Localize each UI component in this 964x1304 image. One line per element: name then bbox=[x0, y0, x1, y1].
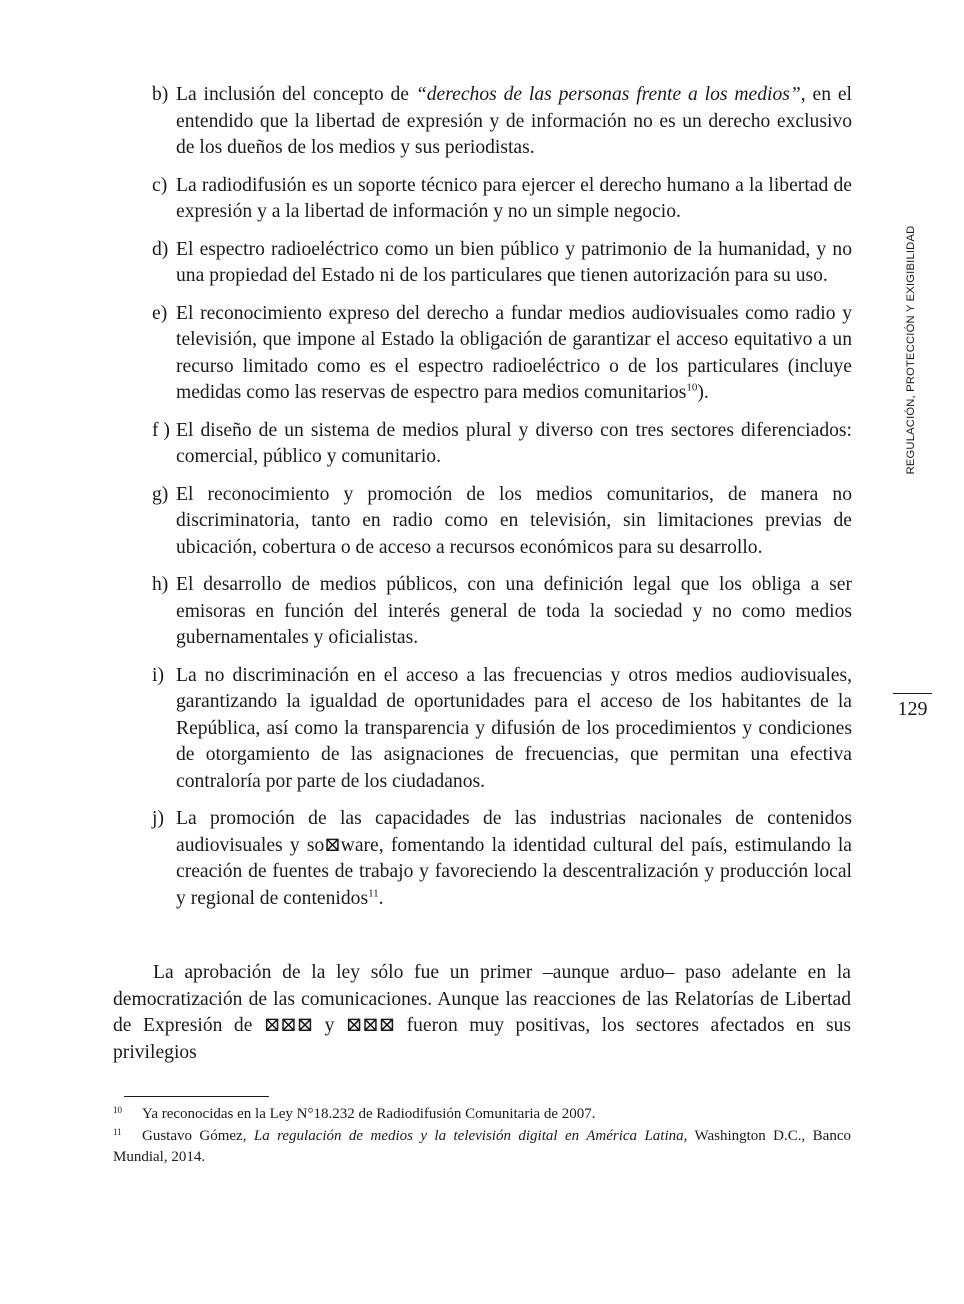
footnote-text: , Washington D.C., Banco Mundial, 2014. bbox=[113, 1127, 851, 1165]
text-segment: La inclusión del concepto de bbox=[176, 84, 416, 105]
list-marker: i) bbox=[152, 664, 164, 686]
footnote-reference: 10 bbox=[686, 381, 698, 394]
list-item bbox=[152, 173, 852, 226]
list-item bbox=[152, 482, 852, 562]
footnote-separator bbox=[124, 1096, 269, 1097]
list-marker: f ) bbox=[152, 419, 170, 441]
page-number: 129 bbox=[897, 698, 928, 720]
list-item bbox=[152, 806, 852, 912]
footnote-title: La regulación de medios y la televisión digital en América Latina bbox=[253, 1127, 684, 1144]
page-number-rule bbox=[893, 693, 932, 694]
footnote-text: Ya reconocidas en la Ley N°18.232 de Radiodifusión Comunitaria de 2007. bbox=[142, 1106, 596, 1122]
text-segment: La radiodifusión es un soporte técnico para ejercer el derecho humano a la libertad de expresión y a la libertad de información y no un simple negocio. bbox=[176, 174, 852, 222]
list-item bbox=[152, 663, 852, 796]
list-item-text bbox=[176, 173, 852, 226]
text-segment: El reconocimiento y promoción de los medios comunitarios, de manera no discriminatoria, tanto en radio como en televisión, sin limitaciones previas de ubicación, cobertura o de acceso a recursos económicos para su desarrollo. bbox=[176, 483, 852, 558]
text-segment: ). bbox=[697, 382, 709, 403]
list-item-text bbox=[176, 482, 852, 562]
list-item bbox=[152, 237, 852, 290]
text-segment: El reconocimiento expreso del derecho a fundar medios audiovisuales como radio y televisión, que impone al Estado la obligación de garantizar el acceso equitativo a un recurso limitado como es el espectro radioeléctrico o de los particulares (incluye medidas como las reservas de espectro para medios comunitarios bbox=[176, 302, 852, 403]
footnote-reference: 11 bbox=[368, 886, 379, 899]
list-item-text bbox=[176, 572, 852, 652]
list-marker: d) bbox=[152, 238, 169, 260]
list-item bbox=[152, 418, 852, 471]
emphasized-text: “derechos de las personas frente a los medios” bbox=[415, 84, 801, 105]
list-item-text bbox=[176, 237, 852, 290]
list-item-text bbox=[176, 418, 852, 471]
footnote-number: 10 bbox=[113, 1105, 122, 1115]
list-marker: c) bbox=[152, 174, 168, 196]
list-item-text bbox=[176, 82, 852, 162]
list-marker: h) bbox=[152, 574, 169, 595]
footnotes bbox=[113, 1104, 851, 1169]
list-marker: g) bbox=[152, 483, 169, 505]
list-item bbox=[152, 572, 852, 652]
footnote bbox=[113, 1104, 851, 1126]
list-marker: j) bbox=[152, 808, 164, 829]
list-item-text bbox=[176, 663, 852, 796]
text-segment: El diseño de un sistema de medios plural y diverso con tres sectores diferenciados: comercial, público y comunitario. bbox=[176, 419, 852, 467]
footnote bbox=[113, 1126, 851, 1169]
enumerated-list bbox=[152, 82, 852, 923]
list-item-text bbox=[176, 301, 852, 407]
text-segment: La promoción de las capacidades de las industrias nacionales de contenidos audiovisuales y so⊠ware, fomentando la identidad cultural del país, estimulando la creación de fuentes de trabajo y favoreciendo la descentralización y producción local y regional de contenidos bbox=[176, 808, 852, 909]
body-paragraph: La aprobación de la ley sólo fue un primer –aunque arduo– paso adelante en la democratización de las comunicaciones. Aunque las reacciones de las Relatorías de Libertad de Expresión de ⊠⊠⊠ y ⊠⊠⊠ fueron muy positivas, los sectores afectados en sus privilegios bbox=[113, 962, 851, 1063]
text-segment: El desarrollo de medios públicos, con una definición legal que los obliga a ser emisoras en función del interés general de toda la sociedad y no como medios gubernamentales y oficialistas. bbox=[176, 574, 852, 648]
footnote-number: 11 bbox=[113, 1126, 122, 1137]
section-title-vertical: REGULACIÓN, PROTECCIÓN Y EXIGIBILIDAD bbox=[905, 225, 917, 475]
list-marker: e) bbox=[152, 302, 168, 324]
text-segment: . bbox=[378, 887, 384, 909]
list-item-text bbox=[176, 806, 852, 912]
text-segment: , en el entendido que la libertad de expresión y de información no es un derecho exclusivo de los dueños de los medios y sus periodistas. bbox=[176, 84, 852, 158]
text-segment: La no discriminación en el acceso a las frecuencias y otros medios audiovisuales, garantizando la igualdad de oportunidades para el acceso de los habitantes de la República, así como la transparencia y difusión de los procedimientos y condiciones de otorgamiento de las asignaciones de frecuencias, que permitan una efectiva contraloría por parte de los ciudadanos. bbox=[176, 664, 852, 792]
list-marker: b) bbox=[152, 84, 169, 105]
text-segment: El espectro radioeléctrico como un bien público y patrimonio de la humanidad, y no una propiedad del Estado ni de los particulares que tienen autorización para su uso. bbox=[176, 238, 852, 286]
footnote-text: Gustavo Gómez, bbox=[142, 1127, 254, 1144]
list-item bbox=[152, 301, 852, 407]
list-item bbox=[152, 82, 852, 162]
running-header-vertical bbox=[898, 216, 924, 484]
